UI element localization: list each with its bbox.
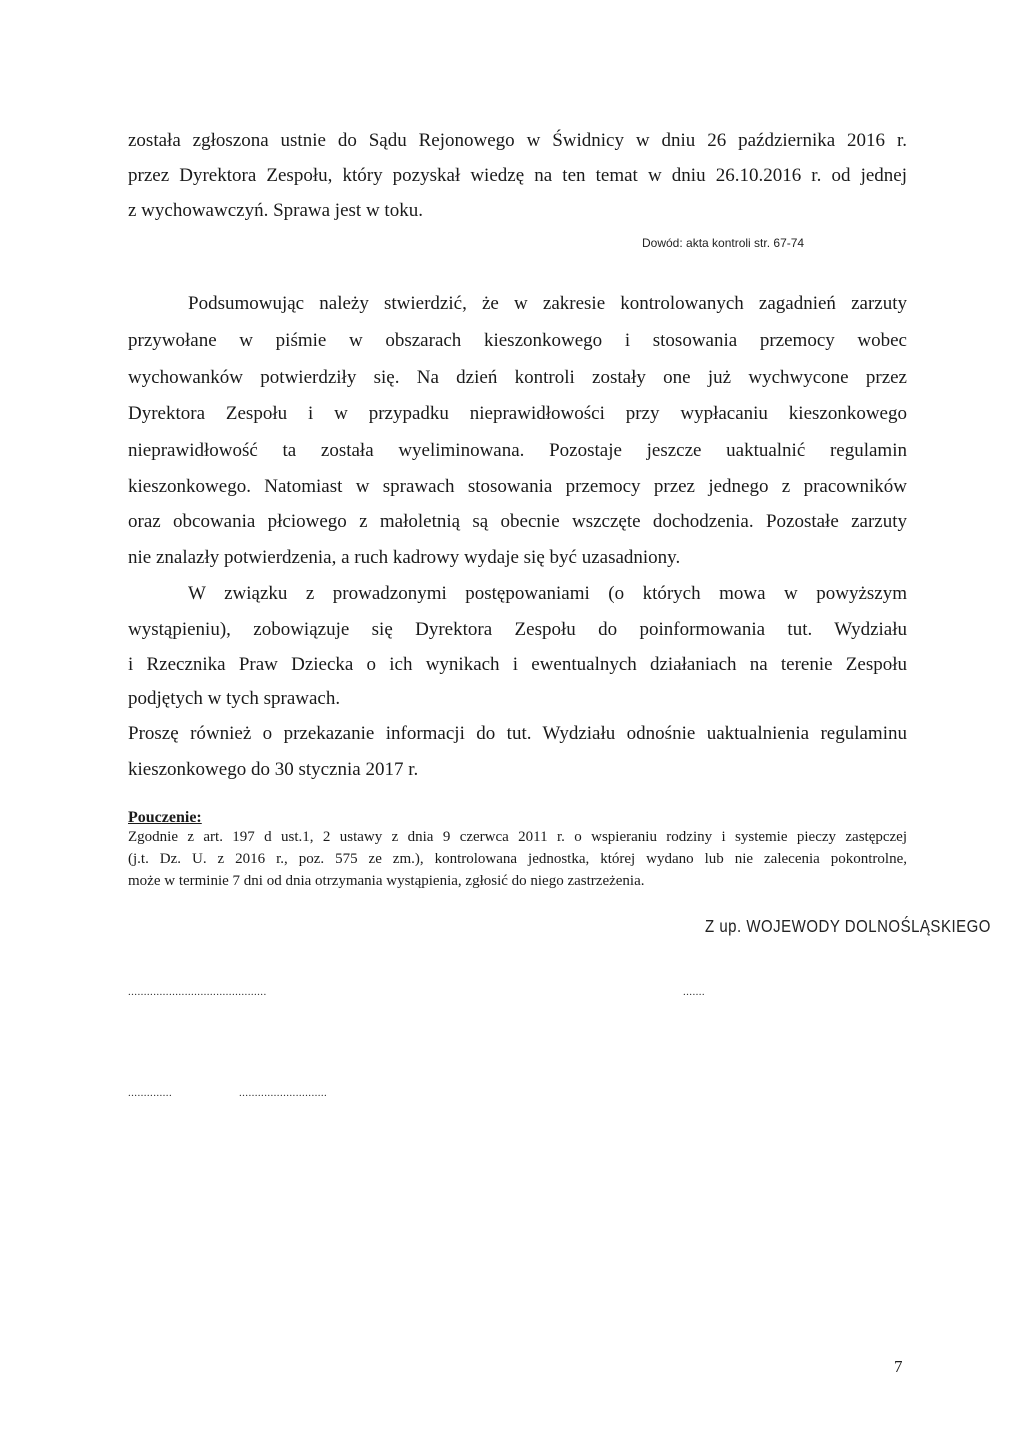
request-line-1: Proszę również o przekazanie informacji do tut. Wydziału odnośnie uaktualnienia regulaminu <box>128 723 907 744</box>
signature-dots-left-lower-b: ............................ <box>239 1087 328 1099</box>
obligation-line-2: wystąpieniu), zobowiązuje się Dyrektora Zespołu do poinformowania tut. Wydziału <box>128 619 907 640</box>
request-line-2: kieszonkowego do 30 stycznia 2017 r. <box>128 759 419 780</box>
obligation-line-1: W związku z prowadzonymi postępowaniami (o których mowa w powyższym <box>188 583 907 604</box>
summary-line-2: przywołane w piśmie w obszarach kieszonkowego i stosowania przemocy wobec <box>128 330 907 351</box>
page-number: 7 <box>894 1357 903 1376</box>
signature-dots-left-upper: ............................................ <box>128 986 267 998</box>
notice-line-1: Zgodnie z art. 197 d ust.1, 2 ustawy z dnia 9 czerwca 2011 r. o wspieraniu rodziny i systemie pieczy zastępczej <box>128 829 907 845</box>
summary-line-6: kieszonkowego. Natomiast w sprawach stosowania przemocy przez jednego z pracowników <box>128 476 907 497</box>
authorization-stamp: Z up. WOJEWODY DOLNOŚLĄSKIEGO <box>705 917 991 937</box>
intro-line-1: została zgłoszona ustnie do Sądu Rejonowego w Świdnicy w dniu 26 października 2016 r. <box>128 130 907 151</box>
summary-line-7: oraz obcowania płciowego z małoletnią są obecnie wszczęte dochodzenia. Pozostałe zarzuty <box>128 511 907 532</box>
summary-line-5: nieprawidłowość ta została wyeliminowana. Pozostaje jeszcze uaktualnić regulamin <box>128 440 907 461</box>
notice-line-3: może w terminie 7 dni od dnia otrzymania wystąpienia, zgłosić do niego zastrzeżenia. <box>128 873 645 889</box>
summary-line-4: Dyrektora Zespołu i w przypadku nieprawidłowości przy wypłacaniu kieszonkowego <box>128 403 907 424</box>
summary-line-1: Podsumowując należy stwierdzić, że w zakresie kontrolowanych zagadnień zarzuty <box>188 293 907 314</box>
notice-line-2: (j.t. Dz. U. z 2016 r., poz. 575 ze zm.), kontrolowana jednostka, której wydano lub nie zalecenia pokontrolne, <box>128 851 907 867</box>
signature-dots-left-lower-a: .............. <box>128 1087 173 1099</box>
signature-dots-right-upper: ....... <box>683 986 706 998</box>
obligation-line-4: podjętych w tych sprawach. <box>128 688 341 709</box>
notice-title: Pouczenie: <box>128 809 202 826</box>
evidence-note: Dowód: akta kontroli str. 67-74 <box>642 236 805 250</box>
summary-line-3: wychowanków potwierdziły się. Na dzień kontroli zostały one już wychwycone przez <box>128 367 907 388</box>
intro-line-2: przez Dyrektora Zespołu, który pozyskał wiedzę na ten temat w dniu 26.10.2016 r. od jednej <box>128 165 907 186</box>
intro-line-3: z wychowawczyń. Sprawa jest w toku. <box>128 200 423 221</box>
obligation-line-3: i Rzecznika Praw Dziecka o ich wynikach i ewentualnych działaniach na terenie Zespołu <box>128 654 907 675</box>
summary-line-8: nie znalazły potwierdzenia, a ruch kadrowy wydaje się być uzasadniony. <box>128 547 681 568</box>
